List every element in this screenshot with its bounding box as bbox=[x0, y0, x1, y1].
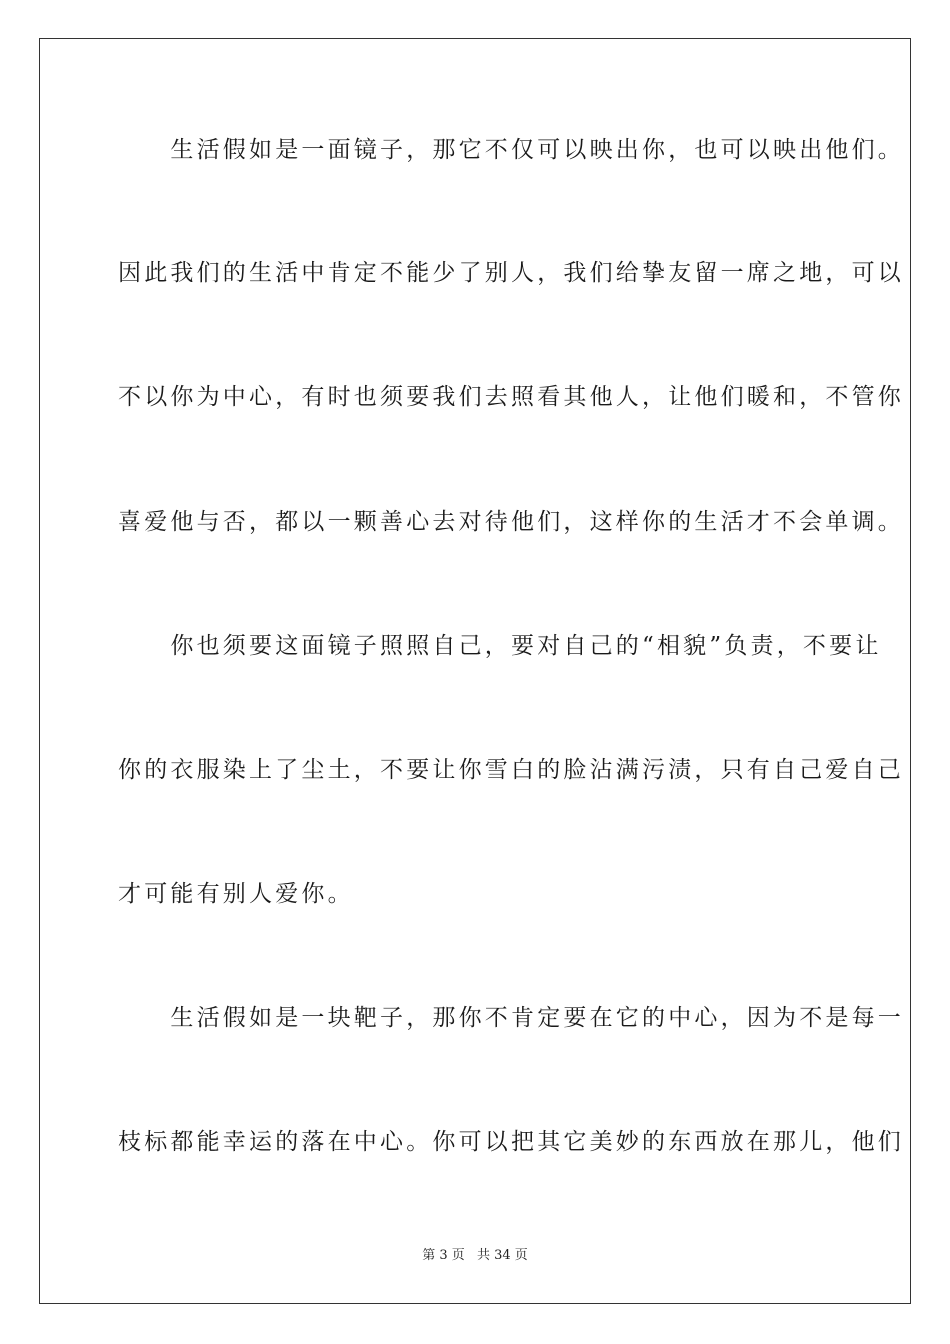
page-total: 共 34 页 bbox=[476, 1248, 528, 1263]
page-footer bbox=[0, 1247, 950, 1265]
text-line-9: 枝标都能幸运的落在中心。你可以把其它美妙的东西放在那儿，他们 bbox=[118, 1129, 904, 1155]
text-line-2: 因此我们的生活中肯定不能少了别人，我们给挚友留一席之地，可以 bbox=[118, 260, 904, 286]
text-line-4: 喜爱他与否，都以一颗善心去对待他们，这样你的生活才不会单调。 bbox=[118, 509, 904, 535]
text-line-5: 你也须要这面镜子照照自己，要对自己的“相貌”负责，不要让 bbox=[118, 633, 882, 659]
text-line-1: 生活假如是一面镜子，那它不仅可以映出你，也可以映出他们。 bbox=[118, 137, 904, 163]
text-line-6: 你的衣服染上了尘土，不要让你雪白的脸沾满污渍，只有自己爱自己 bbox=[118, 757, 904, 783]
text-line-3: 不以你为中心，有时也须要我们去照看其他人，让他们暖和，不管你 bbox=[118, 384, 904, 410]
text-line-8: 生活假如是一块靶子，那你不肯定要在它的中心，因为不是每一 bbox=[118, 1005, 904, 1031]
page-number: 第 3 页 bbox=[422, 1248, 465, 1263]
page-border bbox=[39, 38, 911, 1304]
text-line-7: 才可能有别人爱你。 bbox=[118, 881, 354, 907]
